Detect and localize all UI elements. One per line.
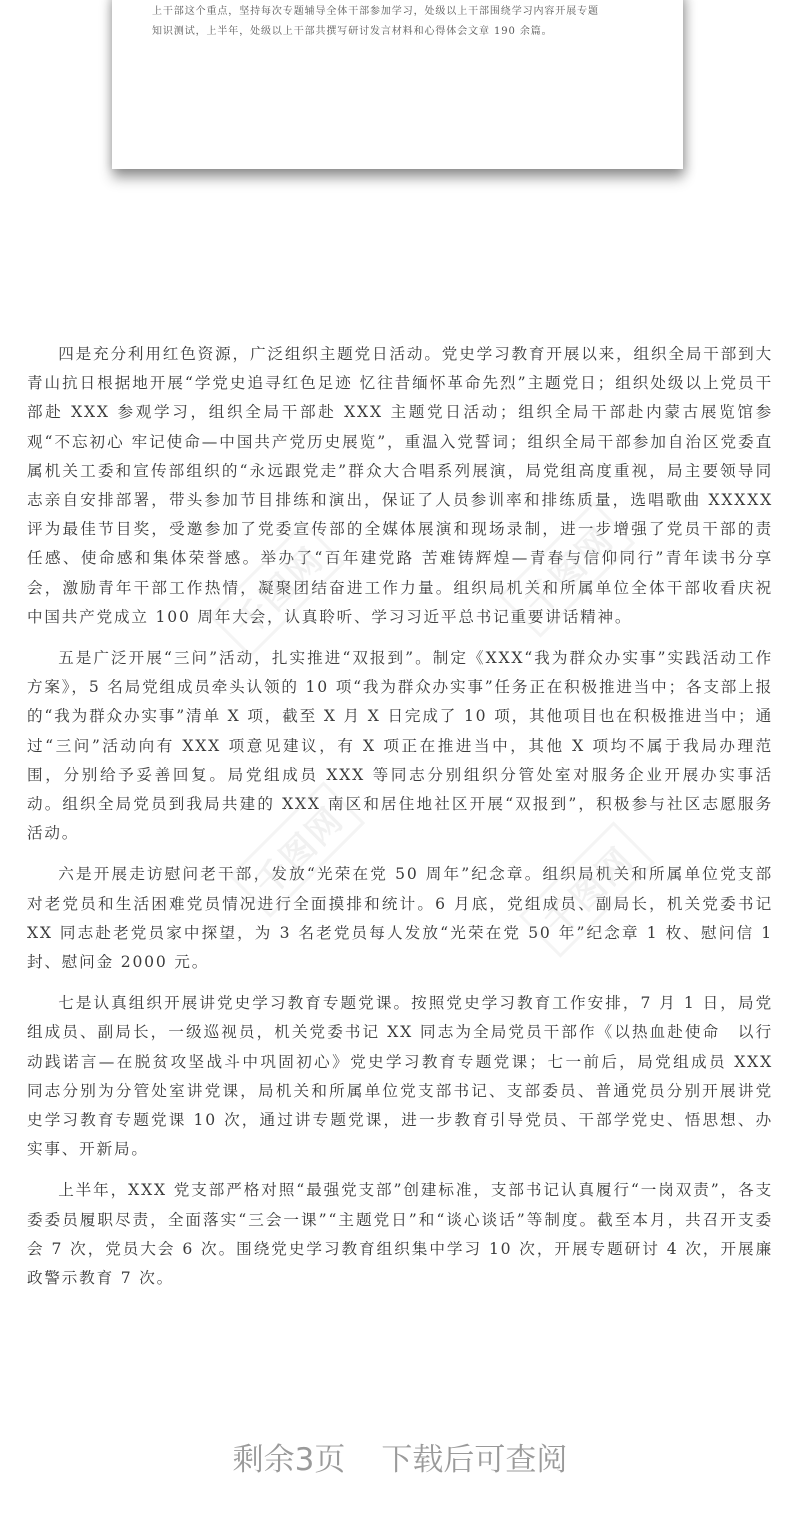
paragraph-party-lectures: 七是认真组织开展讲党史学习教育专题党课。按照党史学习教育工作安排，7 月 1 日，局党组成员、副局长，一级巡视员，机关党委书记 XX 同志为全局党员干部作《以热血赴使命 以行动践诺言—在脱贫攻坚战斗中巩固初心》党史学习教育专题党课；七一前后，局党组成员 XXX 同志分别为分管处室讲党课，局机关和所属单位党支部书记、支部委员、普通党员分别开展讲党史学习教育专题党课 10 次，通过讲专题党课，进一步教育引导党员、干部学党史、悟思想、办实事、开新局。 bbox=[27, 994, 773, 1159]
remaining-pages-label: 剩余3页 bbox=[232, 1442, 346, 1478]
preview-page-card bbox=[112, 0, 683, 169]
preview-line: 上干部这个重点，坚持每次专题辅导全体干部参加学习，处级以上干部围绕学习内容开展专题 bbox=[152, 6, 599, 17]
paragraph-red-resources: 四是充分利用红色资源，广泛组织主题党日活动。党史学习教育开展以来，组织全局干部到大青山抗日根据地开展“学党史追寻红色足迹 忆往昔缅怀革命先烈”主题党日；组织处级以上党员干部赴 XXX 参观学习，组织全局干部赴 XXX 主题党日活动；组织全局干部赴内蒙古展览馆参观“不忘初心 牢记使命—中国共产党历史展览”，重温入党誓词；组织全局干部参加自治区党委直属机关工委和宣传部组织的“永远跟党走”群众大合唱系列展演，局党组高度重视，局主要领导同志亲自安排部署，带头参加节目排练和演出，保证了人员参训率和排练质量，选唱歌曲 XXXXX 评为最佳节目奖，受邀参加了党委宣传部的全媒体展演和现场录制，进一步增强了党员干部的责任感、使命感和集体荣誉感。举办了“百年建党路 苦难铸辉煌—青春与信仰同行”青年读书分享会，激励青年干部工作热情，凝聚团结奋进工作力量。组织局机关和所属单位全体干部收看庆祝中国共产党成立 100 周年大会，认真聆听、学习习近平总书记重要讲话精神。 bbox=[27, 345, 773, 626]
watermark-logo: 千图网 bbox=[519, 821, 655, 957]
preview-page-text bbox=[152, 2, 652, 42]
watermark-logo: 千图网 bbox=[499, 501, 635, 637]
document-body bbox=[27, 340, 773, 1305]
watermark-logo: 千图网 bbox=[229, 781, 365, 917]
paragraph-branch-summary: 上半年，XXX 党支部严格对照“最强党支部”创建标准，支部书记认真履行“一岗双责”，各支委委员履职尽责，全面落实“三会一课”“主题党日”和“谈心谈话”等制度。截至本月，共召开支委会 7 次，党员大会 6 次。围绕党史学习教育组织集中学习 10 次，开展专题研讨 4 次，开展廉政警示教育 7 次。 bbox=[27, 1181, 773, 1288]
paragraph-three-questions: 五是广泛开展“三问”活动，扎实推进“双报到”。制定《XXX“我为群众办实事”实践活动工作方案》，5 名局党组成员牵头认领的 10 项“我为群众办实事”任务正在积极推进当中；各支部上报的“我为群众办实事”清单 X 项，截至 X 月 X 日完成了 10 项，其他项目也在积极推进当中；通过“三问”活动向有 XXX 项意见建议，有 X 项正在推进当中，其他 X 项均不属于我局办理范围，分别给予妥善回复。局党组成员 XXX 等同志分别组织分管处室对服务企业开展办实事活动。组织全局党员到我局共建的 XXX 南区和居住地社区开展“双报到”，积极参与社区志愿服务活动。 bbox=[27, 649, 773, 843]
download-prompt[interactable] bbox=[0, 1434, 800, 1479]
preview-line: 知识测试，上半年，处级以上干部共撰写研讨发言材料和心得体会文章 190 余篇。 bbox=[152, 26, 553, 37]
watermark-logo: 千图网 bbox=[209, 521, 345, 657]
paragraph-veteran-visits: 六是开展走访慰问老干部，发放“光荣在党 50 周年”纪念章。组织局机关和所属单位党支部对老党员和生活困难党员情况进行全面摸排和统计。6 月底，党组成员、副局长，机关党委书记 XX 同志赴老党员家中探望，为 3 名老党员每人发放“光荣在党 50 年”纪念章 1 枚、慰问信 1 封、慰问金 2000 元。 bbox=[27, 865, 773, 972]
download-to-view-label: 下载后可查阅 bbox=[381, 1442, 568, 1478]
